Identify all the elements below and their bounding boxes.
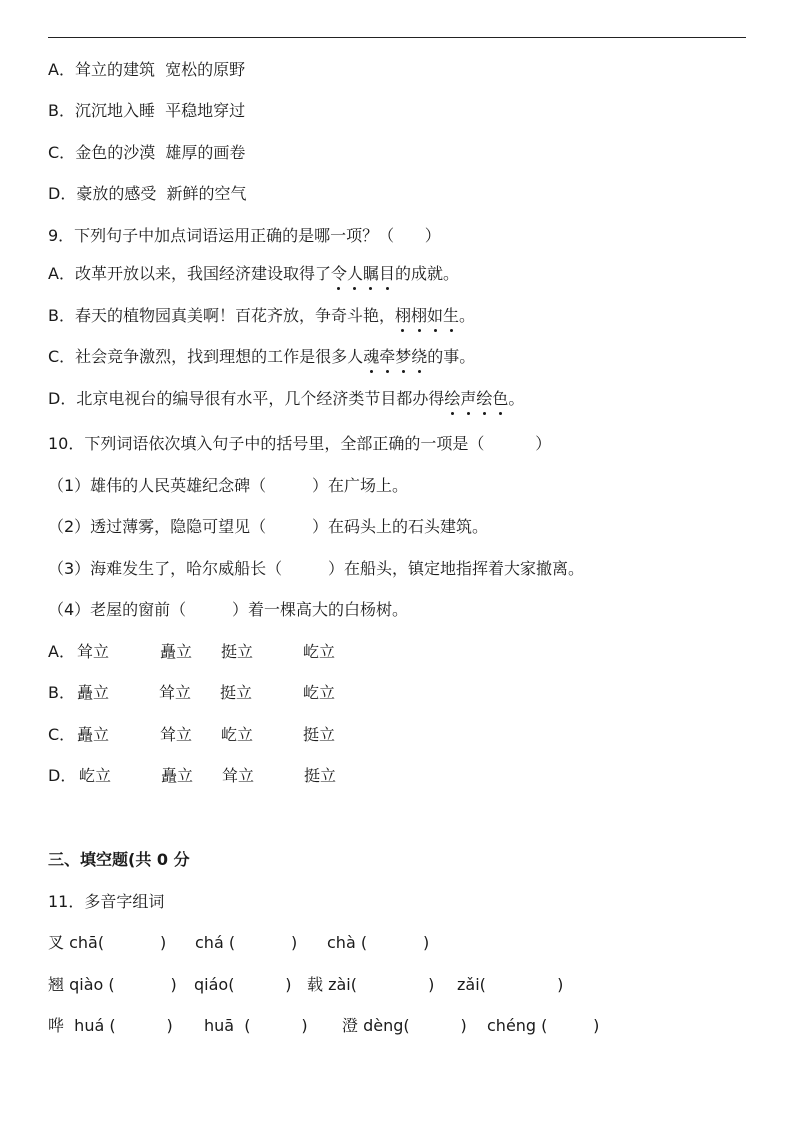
dotted-char: 人 bbox=[346, 264, 363, 283]
q11-stem: 11．多音字组词 bbox=[48, 892, 165, 911]
dotted-char: 令 bbox=[330, 264, 347, 283]
q9-stem: 9．下列句子中加点词语运用正确的是哪一项？（ ） bbox=[48, 226, 441, 245]
dotted-char: 栩 bbox=[394, 306, 411, 325]
q9-option-b: B．春天的植物园真美啊！百花齐放，争奇斗艳，栩栩如生。 bbox=[48, 306, 476, 325]
q10-stem: 10．下列词语依次填入句子中的括号里，全部正确的一项是（ ） bbox=[48, 434, 552, 453]
q8-option-a: A．耸立的建筑 宽松的原野 bbox=[48, 60, 246, 79]
q10-sentence-3: （3）海难发生了，哈尔威船长（ ）在船头，镇定地指挥着大家撤离。 bbox=[48, 559, 584, 578]
header-rule bbox=[48, 37, 746, 38]
q9-b-dotted-word bbox=[395, 306, 459, 325]
dotted-char: 栩 bbox=[411, 306, 428, 325]
q9-a-dotted-word bbox=[331, 264, 395, 283]
dotted-char: 目 bbox=[379, 264, 396, 283]
dotted-char: 声 bbox=[460, 389, 477, 408]
dotted-char: 生 bbox=[443, 306, 460, 325]
q8-option-b: B．沉沉地入睡 平稳地穿过 bbox=[48, 101, 246, 120]
q10-sentence-4: （4）老屋的窗前（ ）着一棵高大的白杨树。 bbox=[48, 600, 408, 619]
q10-sentence-1: （1）雄伟的人民英雄纪念碑（ ）在广场上。 bbox=[48, 476, 408, 495]
q8-option-d: D．豪放的感受 新鲜的空气 bbox=[48, 184, 247, 203]
q9-option-d: D．北京电视台的编导很有水平，几个经济类节目都办得绘声绘色。 bbox=[48, 389, 525, 408]
q9-option-c: C．社会竞争激烈，找到理想的工作是很多人魂牵梦绕的事。 bbox=[48, 347, 476, 366]
q9-c-dotted-word bbox=[363, 347, 427, 366]
q10-sentence-2: （2）透过薄雾，隐隐可望见（ ）在码头上的石头建筑。 bbox=[48, 517, 488, 536]
dotted-char: 梦 bbox=[395, 347, 412, 366]
q9-option-a: A．改革开放以来，我国经济建设取得了令人瞩目的成就。 bbox=[48, 264, 460, 283]
dotted-char: 绘 bbox=[476, 389, 493, 408]
dotted-char: 牵 bbox=[379, 347, 396, 366]
dotted-char: 绘 bbox=[444, 389, 461, 408]
dotted-char: 色 bbox=[492, 389, 509, 408]
dotted-char: 绕 bbox=[411, 347, 428, 366]
q8-option-c: C．金色的沙漠 雄厚的画卷 bbox=[48, 143, 246, 162]
q9-d-dotted-word bbox=[444, 389, 508, 408]
dotted-char: 魂 bbox=[363, 347, 380, 366]
dotted-char: 如 bbox=[427, 306, 444, 325]
dotted-char: 瞩 bbox=[362, 264, 379, 283]
section-heading: 三、填空题(共 0 分 bbox=[48, 850, 190, 869]
